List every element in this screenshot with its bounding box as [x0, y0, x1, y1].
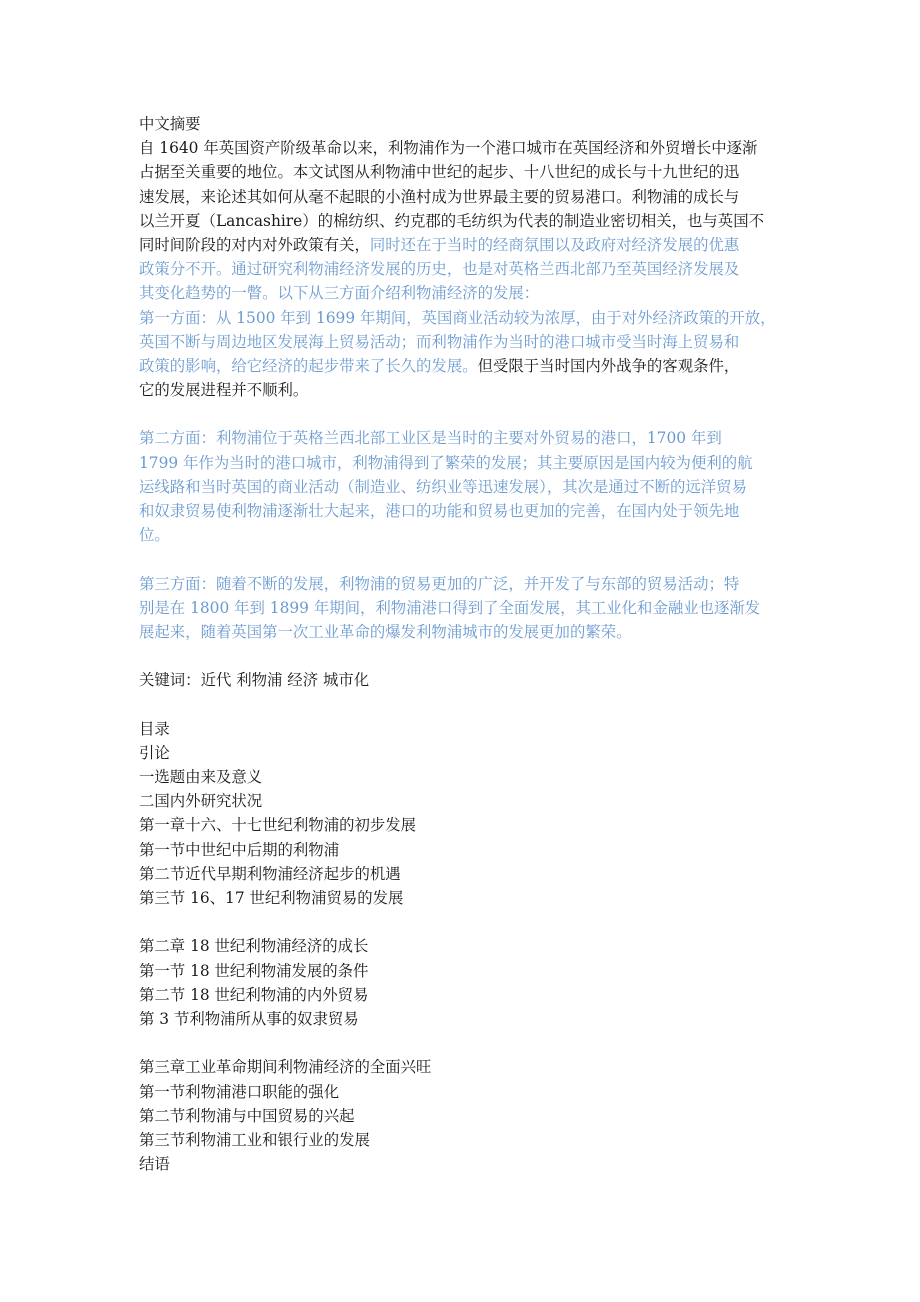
text-line: [139, 523, 784, 547]
toc-entry: 第二节近代早期利物浦经济起步的机遇: [139, 864, 401, 883]
abstract-body: [139, 136, 784, 305]
text-segment: 英国不断与周边地区发展海上贸易活动；而利物浦作为当时的港口城市受当时海上贸易和: [139, 332, 740, 351]
toc-entry: 第 3 节利物浦所从事的奴隶贸易: [139, 1009, 359, 1028]
text-segment: 同时间阶段的对内对外政策有关，: [139, 235, 370, 254]
text-line: [139, 451, 784, 475]
toc-chapter-two: [139, 934, 784, 1031]
aspect-one-paragraph: [139, 306, 784, 403]
text-line: [139, 185, 784, 209]
toc-entry: 一选题由来及意义: [139, 768, 263, 787]
text-line: [139, 136, 784, 160]
toc-entry: 第三章工业革命期间利物浦经济的全面兴旺: [139, 1058, 432, 1077]
text-line: [139, 233, 784, 257]
text-segment: 政策的影响，给它经济的起步带来了长久的发展。: [139, 356, 478, 375]
text-segment: 展起来，随着英国第一次工业革命的爆发利物浦城市的发展更加的繁荣。: [139, 622, 632, 641]
spacer: [139, 910, 784, 934]
text-line: [139, 330, 784, 354]
spacer: [139, 547, 784, 571]
text-segment: 但受限于当时国内外战争的客观条件，: [477, 356, 740, 375]
text-segment: 同时还在于当时的经商氛围以及政府对经济发展的优惠: [369, 235, 740, 254]
spacer: [139, 1031, 784, 1055]
text-line: [139, 499, 784, 523]
toc-entry: 第二节 18 世纪利物浦的内外贸易: [139, 985, 369, 1004]
toc-entry: 第三节 16、17 世纪利物浦贸易的发展: [139, 889, 404, 907]
text-segment: 占据至关重要的地位。本文试图从利物浦中世纪的起步、十八世纪的成长与十九世纪的迅: [139, 163, 740, 182]
toc-entry: 二国内外研究状况: [139, 792, 263, 811]
toc-chapter-three: [139, 1055, 784, 1176]
toc-intro-section: [139, 741, 784, 814]
text-line: [139, 426, 784, 450]
text-segment: 以兰开夏（Lancashire）的棉纺织、约克郡的毛纺织为代表的制造业密切相关，也与英国不: [139, 211, 764, 230]
toc-entry: 引论: [139, 743, 170, 762]
text-line: [139, 281, 784, 305]
toc-entry: 第一节中世纪中后期的利物浦: [139, 840, 340, 859]
toc-entry: 结语: [139, 1155, 170, 1174]
spacer: [139, 644, 784, 668]
text-segment: 政策分不开。通过研究利物浦经济发展的历史，也是对英格兰西北部乃至英国经济发展及: [139, 260, 740, 279]
text-segment: 它的发展进程并不顺利。: [139, 381, 309, 400]
toc-entry: 第一节利物浦港口职能的强化: [139, 1082, 340, 1101]
text-segment: 速发展，来论述其如何从毫不起眼的小渔村成为世界最主要的贸易港口。利物浦的成长与: [139, 187, 740, 206]
toc-chapter-one: [139, 813, 784, 910]
toc-entry: 第一章十六、十七世纪利物浦的初步发展: [139, 816, 417, 835]
text-segment: 运线路和当时英国的商业活动（制造业、纺织业等迅速发展），其次是通过不断的远洋贸易: [139, 477, 747, 496]
text-line: [139, 354, 784, 378]
text-line: [139, 475, 784, 499]
text-segment: 第三方面：随着不断的发展，利物浦的贸易更加的广泛，并开发了与东部的贸易活动；特: [139, 574, 740, 593]
spacer: [139, 402, 784, 426]
text-line: [139, 378, 784, 402]
aspect-three-paragraph: [139, 572, 784, 645]
document-page: [139, 112, 784, 1176]
text-line: [139, 209, 784, 233]
toc-entry: 第一节 18 世纪利物浦发展的条件: [139, 961, 369, 980]
text-segment: 第一方面：从 1500 年到 1699 年期间，英国商业活动较为浓厚，由于对外经济政策的开放，: [139, 308, 776, 327]
text-line: [139, 596, 784, 620]
text-line: [139, 620, 784, 644]
text-line: [139, 160, 784, 184]
abstract-heading: 中文摘要: [139, 115, 201, 133]
text-line: [139, 306, 784, 330]
toc-entry: 第二章 18 世纪利物浦经济的成长: [139, 937, 369, 956]
text-segment: 和奴隶贸易使利物浦逐渐壮大起来，港口的功能和贸易也更加的完善，在国内处于领先地: [139, 502, 740, 520]
text-segment: 其变化趋势的一瞥。以下从三方面介绍利物浦经济的发展：: [139, 284, 540, 303]
text-line: [139, 572, 784, 596]
spacer: [139, 693, 784, 717]
text-segment: 自 1640 年英国资产阶级革命以来，利物浦作为一个港口城市在英国经济和外贸增长中逐渐: [139, 139, 758, 158]
toc-entry: 第三节利物浦工业和银行业的发展: [139, 1130, 370, 1149]
text-line: [139, 257, 784, 281]
text-segment: 第二方面：利物浦位于英格兰西北部工业区是当时的主要对外贸易的港口，1700 年到: [139, 429, 722, 448]
text-segment: 别是在 1800 年到 1899 年期间，利物浦港口得到了全面发展，其工业化和金融业也逐渐发: [139, 598, 761, 617]
aspect-two-paragraph: [139, 426, 784, 547]
keywords-line: 关键词：近代 利物浦 经济 城市化: [139, 671, 370, 690]
text-segment: 位。: [139, 526, 170, 545]
toc-heading: 目录: [139, 719, 170, 738]
text-segment: 1799 年作为当时的港口城市，利物浦得到了繁荣的发展；其主要原因是国内较为便利的航: [139, 453, 753, 472]
toc-entry: 第二节利物浦与中国贸易的兴起: [139, 1106, 355, 1125]
